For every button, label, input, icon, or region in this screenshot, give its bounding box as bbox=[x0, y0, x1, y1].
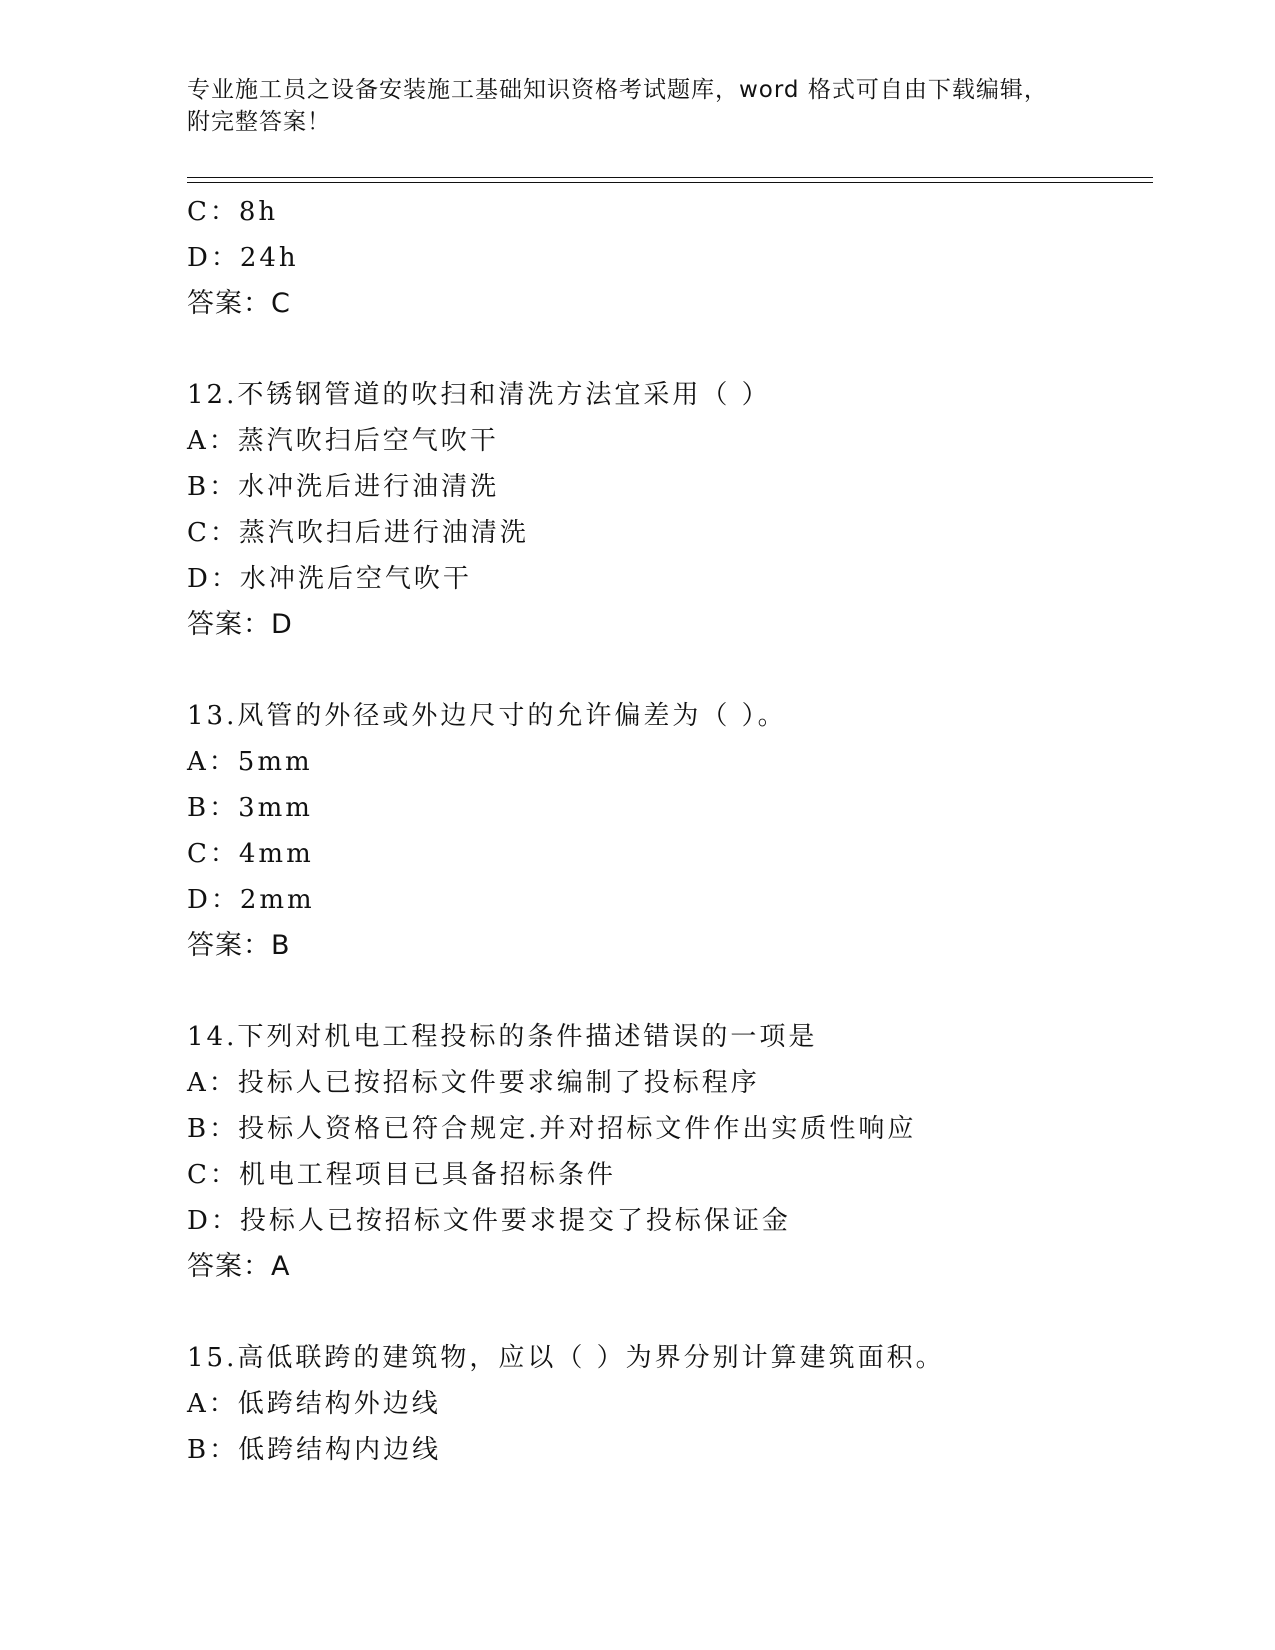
question-14 bbox=[187, 1014, 1153, 1290]
question-13 bbox=[187, 693, 1153, 969]
header-line-2: 附完整答案！ bbox=[187, 109, 331, 135]
header-line-1: 专业施工员之设备安装施工基础知识资格考试题库，word 格式可自由下载编辑， bbox=[187, 77, 1048, 103]
question-12 bbox=[187, 372, 1153, 648]
question-stem: 13.风管的外径或外边尺寸的允许偏差为（ ）。 bbox=[187, 701, 787, 731]
option-a: A：蒸汽吹扫后空气吹干 bbox=[187, 426, 499, 456]
option-b: B：低跨结构内边线 bbox=[187, 1435, 442, 1465]
option-a: A：低跨结构外边线 bbox=[187, 1389, 441, 1419]
answer: 答案：B bbox=[187, 930, 291, 961]
question-list bbox=[187, 189, 1153, 1473]
option-c: C：蒸汽吹扫后进行油清洗 bbox=[187, 518, 529, 548]
option-b: B：3mm bbox=[187, 793, 313, 823]
option-c: C：机电工程项目已具备招标条件 bbox=[187, 1160, 616, 1190]
header-rule-bottom bbox=[187, 182, 1153, 183]
option-d: D：2mm bbox=[187, 885, 315, 915]
option-a: A：投标人已按招标文件要求编制了投标程序 bbox=[187, 1068, 760, 1098]
option-c: C：4mm bbox=[187, 839, 314, 869]
question-15 bbox=[187, 1335, 1153, 1473]
document-header bbox=[187, 74, 1087, 138]
option-c: C：8h bbox=[187, 197, 279, 227]
header-rule-top bbox=[187, 177, 1153, 178]
question-11-tail bbox=[187, 189, 1153, 327]
question-stem: 12.不锈钢管道的吹扫和清洗方法宜采用（ ） bbox=[187, 380, 771, 410]
question-stem: 15.高低联跨的建筑物，应以（ ）为界分别计算建筑面积。 bbox=[187, 1343, 945, 1373]
answer: 答案：C bbox=[187, 288, 291, 319]
option-d: D：水冲洗后空气吹干 bbox=[187, 564, 472, 594]
option-b: B：水冲洗后进行油清洗 bbox=[187, 472, 500, 502]
question-stem: 14.下列对机电工程投标的条件描述错误的一项是 bbox=[187, 1022, 818, 1052]
option-a: A：5mm bbox=[187, 747, 313, 777]
option-d: D：投标人已按招标文件要求提交了投标保证金 bbox=[187, 1206, 791, 1236]
answer: 答案：D bbox=[187, 609, 293, 640]
answer: 答案：A bbox=[187, 1251, 291, 1282]
option-b: B：投标人资格已符合规定.并对招标文件作出实质性响应 bbox=[187, 1114, 917, 1144]
option-d: D：24h bbox=[187, 243, 299, 273]
